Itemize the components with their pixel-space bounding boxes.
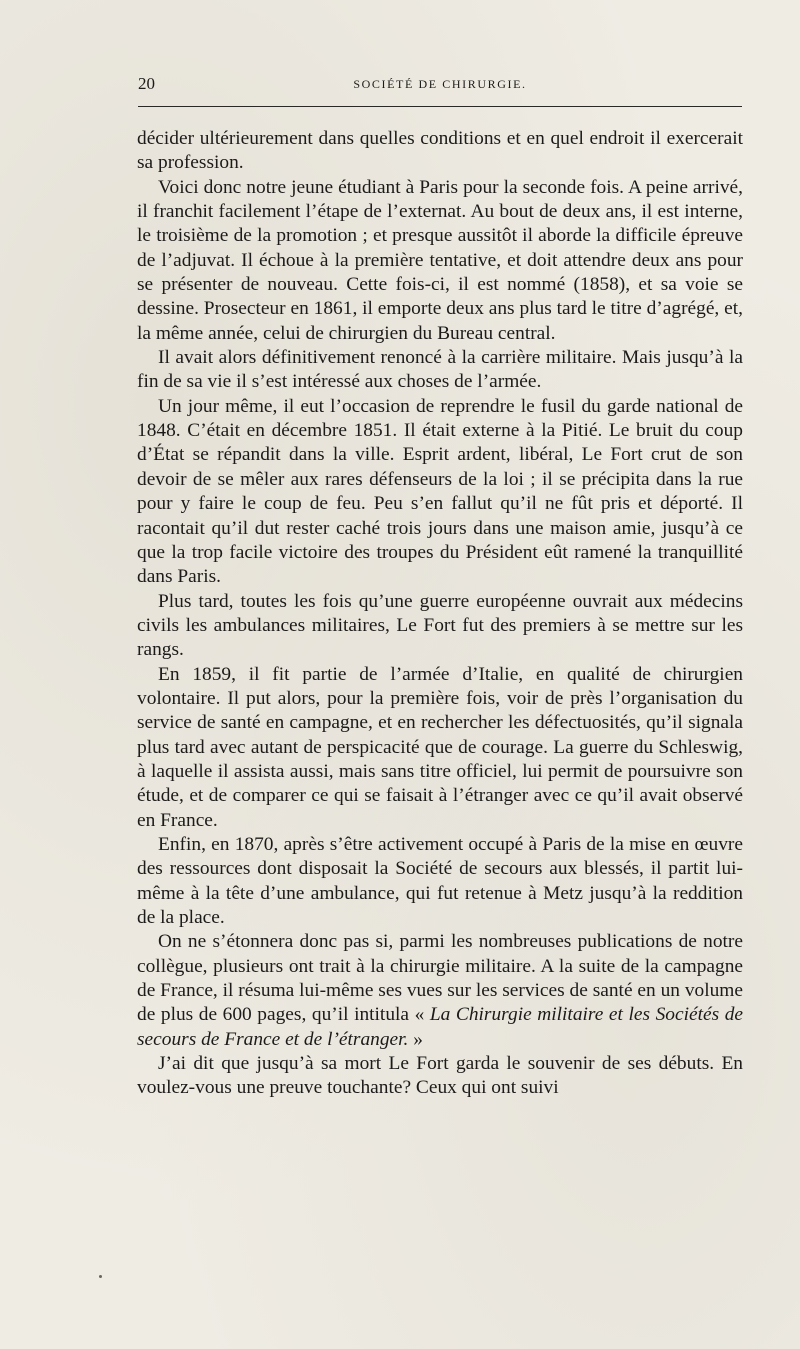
paragraph: En 1859, il fit partie de l’armée d’Italie, en qualité de chirurgien volontaire. Il put alors, pour la première fois, voir de près l’organisation du service de santé en campagne, et en rechercher les défectuosités, qu’il signala plus tard avec autant de perspicacité que de courage. La guerre du Schleswig, à laquelle il assista aussi, mais sans titre officiel, lui permit de poursuivre son étude, et de comparer ce qui se faisait à l’étranger avec ce qu’il avait observé en France.: [137, 663, 743, 831]
body-text: [137, 127, 743, 1101]
book-title: La Chirurgie militaire et les Sociétés de secours de France et de l’étranger.: [137, 1004, 743, 1050]
paragraph: Il avait alors définitivement renoncé à la carrière militaire. Mais jusqu’à la fin de sa vie il s’est intéressé aux choses de l’armée.: [137, 347, 743, 393]
paper-speck: [99, 1275, 102, 1278]
header-rule: [138, 106, 742, 107]
page-number: 20: [138, 74, 155, 93]
paragraph-text: »: [408, 1028, 423, 1050]
paragraph: [137, 930, 743, 1052]
running-head: [138, 74, 742, 98]
paragraph-text: On ne s’étonnera donc pas si, parmi les nombreuses publications de notre collègue, plusieurs ont trait à la chirurgie militaire. A la suite de la campagne de France, il résuma lui-même ses vues sur les services de santé en un volume de plus de 600 pages, qu’il intitula «: [137, 931, 743, 1026]
paragraph: Enfin, en 1870, après s’être activement occupé à Paris de la mise en œuvre des ressources dont disposait la Société de secours aux blessés, il partit lui-même à la tête d’une ambulance, qui fut retenue à Metz jusqu’à la reddition de la place.: [137, 833, 743, 928]
paragraph: décider ultérieurement dans quelles conditions et en quel endroit il exercerait sa profession.: [137, 128, 743, 174]
paragraph: Plus tard, toutes les fois qu’une guerre européenne ouvrait aux médecins civils les ambulances militaires, Le Fort fut des premiers à se mettre sur les rangs.: [137, 590, 743, 661]
paragraph: J’ai dit que jusqu’à sa mort Le Fort garda le souvenir de ses débuts. En voulez-vous une preuve touchante? Ceux qui ont suivi: [137, 1053, 743, 1099]
header-title: SOCIÉTÉ DE CHIRURGIE.: [353, 77, 527, 91]
paragraph: Voici donc notre jeune étudiant à Paris pour la seconde fois. A peine arrivé, il franchit facilement l’étape de l’externat. Au bout de deux ans, il est interne, le troisième de la promotion ; et presque aussitôt il aborde la difficile épreuve de l’adjuvat. Il échoue à la première tentative, et doit attendre deux ans pour se présenter de nouveau. Cette fois-ci, il est nommé (1858), et sa voie se dessine. Prosecteur en 1861, il emporte deux ans plus tard le titre d’agrégé, et, la même année, celui de chirurgien du Bureau central.: [137, 176, 743, 344]
paragraph: Un jour même, il eut l’occasion de reprendre le fusil du garde national de 1848. C’était en décembre 1851. Il était externe à la Pitié. Le bruit du coup d’État se répandit dans la ville. Esprit ardent, libéral, Le Fort crut de son devoir de se mêler aux rares défenseurs de la loi ; il se précipita dans la rue pour y faire le coup de feu. Peu s’en fallut qu’il ne fût pris et déporté. Il racontait qu’il dut rester caché trois jours dans une maison amie, jusqu’à ce que la trop facile victoire des troupes du Président eût ramené la tranquillité dans Paris.: [137, 395, 743, 588]
